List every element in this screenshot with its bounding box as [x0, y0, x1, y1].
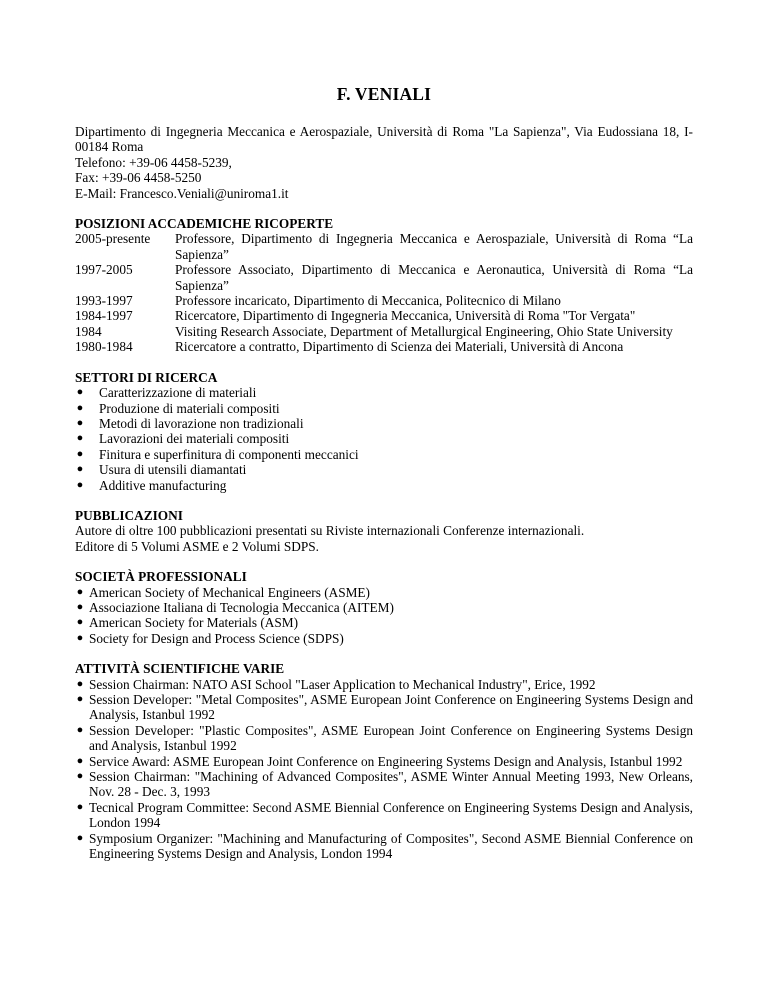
activities-heading: ATTIVITÀ SCIENTIFICHE VARIE	[75, 661, 285, 677]
position-row	[75, 293, 693, 308]
bullet-icon: ●	[76, 432, 84, 445]
bullet-icon: ●	[76, 831, 84, 844]
list-item	[75, 631, 693, 646]
bullet-icon: ●	[76, 800, 84, 813]
contact-block	[75, 124, 693, 201]
bullet-icon: ●	[76, 585, 84, 598]
position-description: Visiting Research Associate, Department of Metallurgical Engineering, Ohio State University	[175, 323, 673, 339]
position-years: 1993-1997	[75, 293, 133, 309]
activities-section	[75, 661, 693, 861]
list-item-text: Service Award: ASME European Joint Conference on Engineering Systems Design and Analysis, Istanbul 1992	[89, 753, 683, 769]
list-item-text: Symposium Organizer: "Machining and Manufacturing of Composites", Second ASME Biennial Conference on Engineering Systems Design and Analysis, London 1994	[89, 830, 693, 862]
list-item	[75, 431, 693, 446]
bullet-icon: ●	[76, 386, 84, 399]
position-row	[75, 308, 693, 323]
societies-section	[75, 569, 693, 646]
publications-section	[75, 508, 693, 554]
bullet-icon: ●	[76, 693, 84, 705]
activities-list	[75, 677, 693, 862]
list-item-text: Session Chairman: "Machining of Advanced Composites", ASME Winter Annual Meeting 1993, New Orleans, Nov. 28 - Dec. 3, 1993	[89, 769, 693, 800]
position-description: Professore Associato, Dipartimento di Meccanica e Aeronautica, Università di Roma “La Sapienza”	[175, 262, 693, 293]
email: E-Mail: Francesco.Veniali@uniroma1.it	[75, 185, 289, 201]
position-row	[75, 324, 693, 339]
list-item-text: Caratterizzazione di materiali	[99, 385, 257, 401]
list-item-text: American Society of Mechanical Engineers (ASME)	[89, 584, 370, 600]
phone: Telefono: +39-06 4458-5239,	[75, 154, 232, 170]
list-item-text: Session Developer: "Metal Composites", ASME European Joint Conference on Engineering Systems Design and Analysis, Istanbul 1992	[89, 692, 693, 723]
bullet-icon: ●	[76, 416, 84, 429]
position-description: Professore, Dipartimento di Ingegneria Meccanica e Aerospaziale, Università di Roma “La Sapienza”	[175, 231, 693, 262]
research-list	[75, 385, 693, 493]
document-page	[75, 84, 693, 861]
list-item	[75, 401, 693, 416]
list-item	[75, 754, 693, 769]
list-item-text: Finitura e superfinitura di componenti meccanici	[99, 446, 359, 462]
list-item-text: Session Chairman: NATO ASI School "Laser Application to Mechanical Industry", Erice, 1992	[89, 676, 596, 692]
position-row	[75, 339, 693, 354]
publications-line: Editore di 5 Volumi ASME e 2 Volumi SDPS.	[75, 538, 319, 554]
list-item-text: Metodi di lavorazione non tradizionali	[99, 415, 304, 431]
page-title: F. VENIALI	[336, 84, 432, 104]
publications-line: Autore di oltre 100 pubblicazioni presentati su Riviste internazionali Conferenze internazionali.	[75, 523, 585, 539]
list-item-text: Additive manufacturing	[99, 477, 227, 493]
list-item	[75, 723, 693, 754]
bullet-icon: ●	[76, 401, 84, 414]
positions-section	[75, 216, 693, 355]
positions-list	[75, 231, 693, 354]
list-item	[75, 615, 693, 630]
bullet-icon: ●	[76, 616, 84, 629]
address: Dipartimento di Ingegneria Meccanica e Aerospaziale, Università di Roma "La Sapienza", Via Eudossiana 18, I-00184 Roma	[75, 124, 693, 155]
position-description: Ricercatore a contratto, Dipartimento di Scienza dei Materiali, Università di Ancona	[175, 339, 624, 355]
list-item-text: Session Developer: "Plastic Composites", ASME European Joint Conference on Engineering Systems Design and Analysis, Istanbul 1992	[89, 722, 693, 754]
bullet-icon: ●	[76, 754, 84, 767]
list-item	[75, 462, 693, 477]
list-item	[75, 585, 693, 600]
bullet-icon: ●	[76, 723, 84, 736]
list-item	[75, 677, 693, 692]
position-years: 2005-presente	[75, 231, 151, 247]
position-years: 1984	[75, 323, 102, 339]
societies-heading: SOCIETÀ PROFESSIONALI	[75, 569, 247, 585]
position-description: Ricercatore, Dipartimento di Ingegneria Meccanica, Università di Roma "Tor Vergata"	[175, 308, 636, 324]
list-item-text: American Society for Materials (ASM)	[89, 615, 298, 631]
bullet-icon: ●	[76, 478, 84, 491]
position-years: 1997-2005	[75, 262, 133, 278]
list-item-text: Lavorazioni dei materiali compositi	[99, 431, 290, 447]
research-section	[75, 370, 693, 493]
list-item	[75, 416, 693, 431]
bullet-icon: ●	[76, 631, 84, 644]
societies-list	[75, 585, 693, 647]
position-row	[75, 231, 693, 262]
list-item-text: Society for Design and Process Science (SDPS)	[89, 630, 344, 646]
bullet-icon: ●	[76, 770, 84, 783]
position-row	[75, 262, 693, 293]
research-heading: SETTORI DI RICERCA	[75, 369, 218, 385]
positions-heading: POSIZIONI ACCADEMICHE RICOPERTE	[75, 216, 334, 232]
publications-heading: PUBBLICAZIONI	[75, 507, 183, 523]
position-description: Professore incaricato, Dipartimento di Meccanica, Politecnico di Milano	[175, 293, 561, 309]
list-item-text: Associazione Italiana di Tecnologia Meccanica (AITEM)	[89, 599, 394, 615]
bullet-icon: ●	[76, 447, 84, 460]
bullet-icon: ●	[76, 677, 84, 690]
list-item	[75, 478, 693, 493]
bullet-icon: ●	[76, 600, 84, 613]
list-item-text: Produzione di materiali compositi	[99, 400, 280, 416]
position-years: 1980-1984	[75, 339, 133, 355]
list-item	[75, 800, 693, 831]
list-item	[75, 692, 693, 723]
bullet-icon: ●	[76, 463, 84, 476]
list-item-text: Usura di utensili diamantati	[99, 462, 247, 478]
list-item	[75, 600, 693, 615]
position-years: 1984-1997	[75, 308, 133, 324]
list-item	[75, 769, 693, 800]
list-item-text: Tecnical Program Committee: Second ASME Biennial Conference on Engineering Systems Design and Analysis, London 1994	[89, 799, 693, 831]
list-item	[75, 831, 693, 862]
list-item	[75, 385, 693, 400]
fax: Fax: +39-06 4458-5250	[75, 170, 202, 186]
list-item	[75, 447, 693, 462]
